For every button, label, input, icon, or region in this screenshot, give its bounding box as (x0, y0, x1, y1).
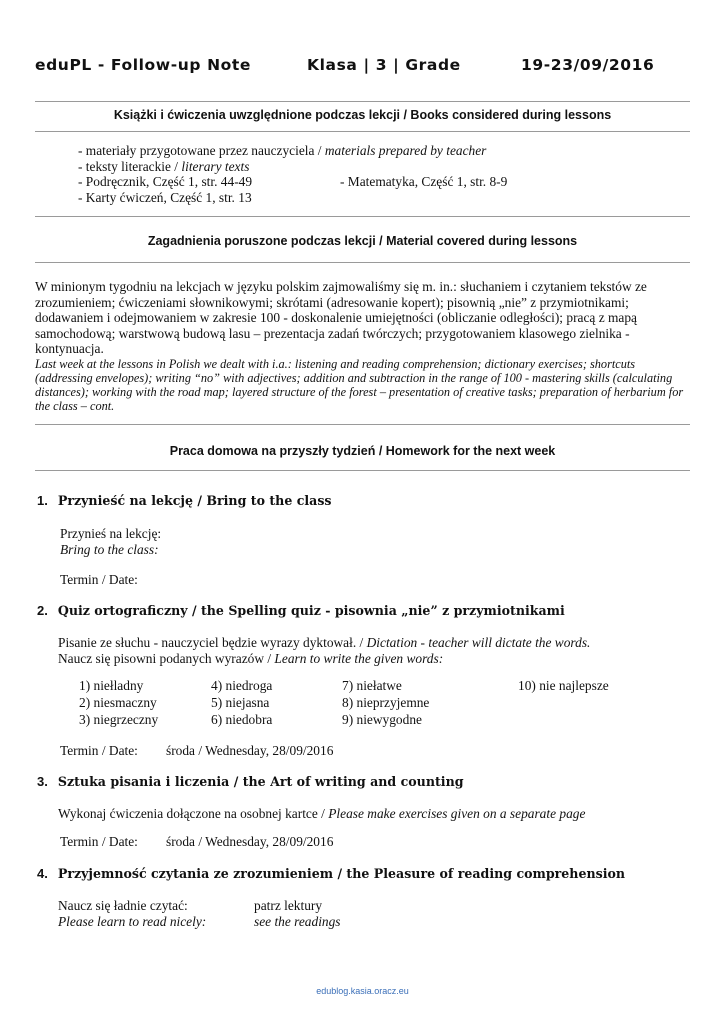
bring-text: Przynieś na lekcję: Bring to the class: (60, 526, 162, 557)
math-book: - Matematyka, Część 1, str. 8-9 (340, 174, 508, 189)
footer-link[interactable]: edublog.kasia.oracz.eu (316, 986, 409, 996)
reading-left: Naucz się ładnie czytać: Please learn to read nicely: (58, 898, 207, 929)
list-item: 8) nieprzyjemne (342, 695, 430, 710)
homework-item-4-heading: 4. Przyjemność czytania ze zrozumieniem / the Pleasure of reading comprehension (37, 866, 626, 881)
brand-title: eduPL - Follow-up Note (35, 56, 252, 74)
material-pl-text: W minionym tygodniu na lekcjach w języku polskim zajmowaliśmy się m. in.: słuchaniem i czytaniem tekstów ze zrozumieniem; ćwiczeniami słownikowymi; skrótami (adresowanie kopert); pisownią „nie” z przymiotnikami; dodawaniem i odejmowaniem w zakresie 100 - doskonalenie umiejętności (obliczanie odległości); pracą z mapą samochodową; warstwową budową lasu – prezentacja zadań twórczych; przygotowaniem klasowego zielnika - kontynuacja. (35, 279, 647, 356)
material-section-title: Zagadnienia poruszone podczas lekcji / Material covered during lessons (147, 234, 578, 248)
material-en-text: Last week at the lessons in Polish we dealt with i.a.: listening and reading comprehension; dictionary exercises; shortcuts (addressing envelopes); writing “no” with adjectives; addition and subtraction in the range of 100 - mastering skills (calculating distances); working with the road map; layered structure of the forest – presentation of creative tasks; preparation of herbarium for the class – cont. (35, 357, 684, 413)
homework-item-title: Sztuka pisania i liczenia / the Art of writing and counting (57, 774, 464, 789)
list-item: 9) niewygodne (342, 712, 422, 727)
date-label: Termin / Date: (60, 743, 138, 758)
date-label: Termin / Date: (60, 572, 138, 587)
date-value: środa / Wednesday, 28/09/2016 (166, 834, 334, 849)
homework-item-title: Quiz ortograficzny / the Spelling quiz - pisownia „nie” z przymiotnikami (57, 603, 565, 618)
homework-item-title: Przyjemność czytania ze zrozumieniem / the Pleasure of reading comprehension (57, 866, 626, 881)
list-item: 3) niegrzeczny (79, 712, 159, 727)
list-item: 7) niełatwe (342, 678, 402, 693)
divider (35, 101, 690, 102)
date-range: 19-23/09/2016 (521, 56, 655, 74)
dictation-text: Pisanie ze słuchu - nauczyciel będzie wyrazy dyktował. / Dictation - teacher will dictate the words. Naucz się pisowni podanych wyrazów / Learn to write the given words: (58, 635, 591, 666)
list-item: 4) niedroga (211, 678, 273, 693)
reading-right: patrz lektury see the readings (254, 898, 341, 929)
word-list (0, 678, 725, 738)
divider (35, 424, 690, 425)
date-row (60, 743, 334, 759)
list-item: - materiały przygotowane przez nauczyciela / materials prepared by teacher (78, 143, 487, 158)
list-item: 5) niejasna (211, 695, 270, 710)
list-item: 10) nie najlepsze (518, 678, 609, 693)
books-section-title: Książki i ćwiczenia uwzględnione podczas lekcji / Books considered during lessons (113, 108, 612, 122)
divider (35, 216, 690, 217)
divider (35, 262, 690, 263)
list-item: 6) niedobra (211, 712, 273, 727)
list-item: - Podręcznik, Część 1, str. 44-49 (78, 174, 253, 189)
date-label: Termin / Date: (60, 834, 138, 849)
list-item: - Karty ćwiczeń, Część 1, str. 13 (78, 189, 252, 205)
homework-item-1-heading: 1. Przynieść na lekcję / Bring to the class (37, 493, 332, 508)
homework-section-title: Praca domowa na przyszły tydzień / Homework for the next week (169, 444, 556, 458)
list-item: 1) niełladny (79, 678, 144, 693)
homework-item-title: Przynieść na lekcję / Bring to the class (57, 493, 332, 508)
date-value: środa / Wednesday, 28/09/2016 (166, 743, 334, 758)
date-row (60, 834, 334, 850)
list-item: 2) niesmaczny (79, 695, 157, 710)
homework-item-2-heading: 2. Quiz ortograficzny / the Spelling quiz - pisownia „nie” z przymiotnikami (37, 603, 565, 618)
divider (35, 131, 690, 132)
class-grade: Klasa | 3 | Grade (307, 56, 461, 74)
list-item: - teksty literackie / literary texts (78, 158, 250, 174)
homework-item-3-heading: 3. Sztuka pisania i liczenia / the Art of writing and counting (37, 774, 464, 789)
exercise-text: Wykonaj ćwiczenia dołączone na osobnej kartce / Please make exercises given on a separate page (58, 806, 586, 821)
divider (35, 470, 690, 471)
